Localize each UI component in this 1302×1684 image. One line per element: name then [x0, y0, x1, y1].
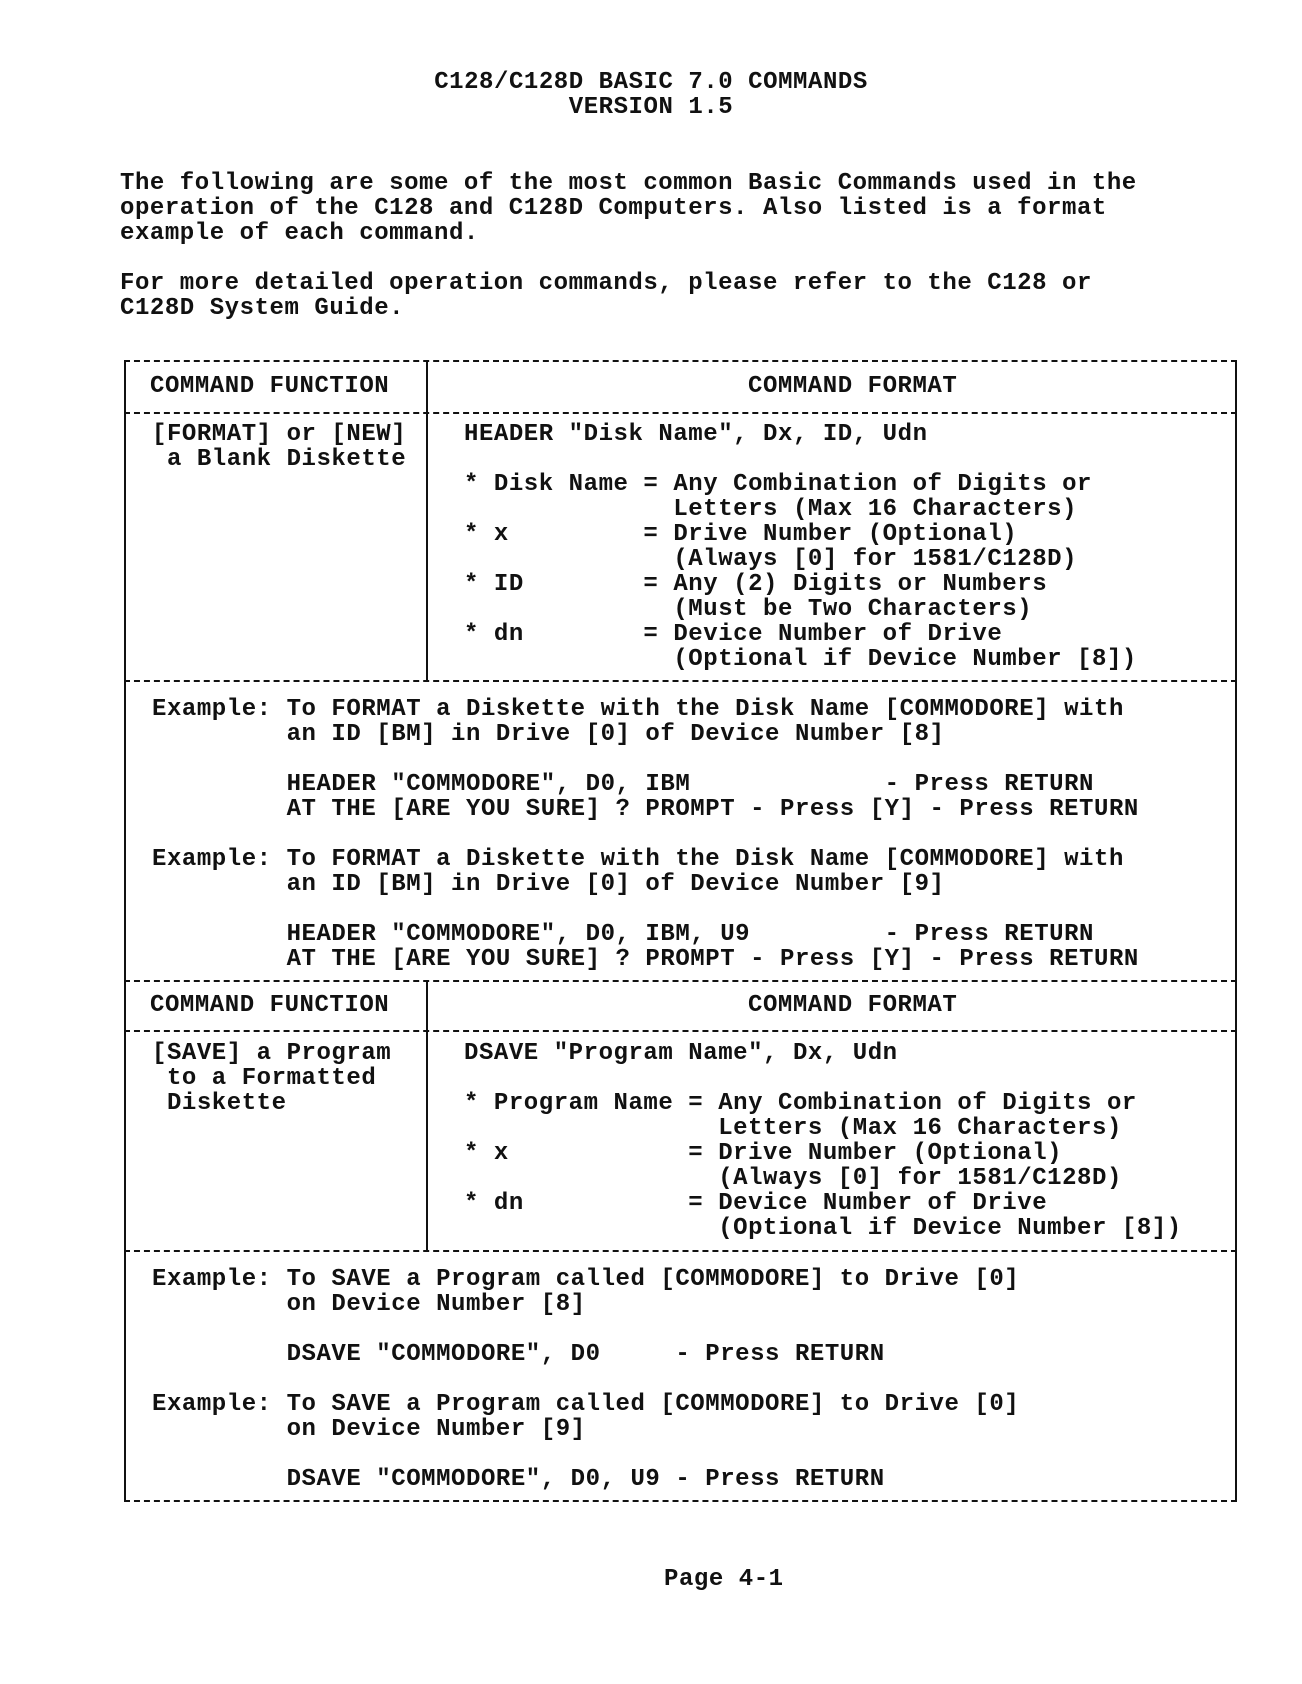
table-border: [124, 1500, 1237, 1502]
param-line: (Always [0] for 1581/C128D): [464, 546, 1078, 573]
param-line: (Optional if Device Number [8]): [464, 1215, 1182, 1242]
column-header-format: COMMAND FORMAT: [748, 992, 958, 1019]
command-function: [FORMAT] or [NEW]: [152, 421, 407, 448]
param-line: * dn = Device Number of Drive: [464, 1190, 1048, 1217]
table-border: [124, 1250, 1237, 1252]
example-line: Example: To SAVE a Program called [COMMODORE] to Drive [0]: [152, 1391, 1020, 1418]
command-function: Diskette: [152, 1090, 287, 1117]
param-line: * Disk Name = Any Combination of Digits or: [464, 471, 1092, 498]
intro-line: operation of the C128 and C128D Computers. Also listed is a format: [120, 195, 1107, 222]
param-line: (Always [0] for 1581/C128D): [464, 1165, 1122, 1192]
command-syntax: DSAVE "Program Name", Dx, Udn: [464, 1040, 898, 1067]
param-line: * dn = Device Number of Drive: [464, 621, 1003, 648]
param-line: Letters (Max 16 Characters): [464, 496, 1078, 523]
table-border: [124, 680, 1237, 682]
param-line: Letters (Max 16 Characters): [464, 1115, 1122, 1142]
param-line: * ID = Any (2) Digits or Numbers: [464, 571, 1048, 598]
example-line: Example: To FORMAT a Diskette with the Disk Name [COMMODORE] with: [152, 696, 1124, 723]
command-function: [SAVE] a Program: [152, 1040, 392, 1067]
table-border: [1235, 360, 1237, 1500]
example-line: Example: To SAVE a Program called [COMMODORE] to Drive [0]: [152, 1266, 1020, 1293]
param-line: * Program Name = Any Combination of Digits or: [464, 1090, 1137, 1117]
example-line: HEADER "COMMODORE", D0, IBM, U9 - Press RETURN: [152, 921, 1094, 948]
example-line: an ID [BM] in Drive [0] of Device Number [8]: [152, 721, 945, 748]
intro-line: example of each command.: [120, 220, 479, 247]
table-border: [124, 360, 1237, 362]
column-divider: [426, 980, 428, 1250]
intro-line: For more detailed operation commands, please refer to the C128 or: [120, 270, 1092, 297]
command-syntax: HEADER "Disk Name", Dx, ID, Udn: [464, 421, 928, 448]
column-header-function: COMMAND FUNCTION: [150, 373, 390, 400]
column-divider: [426, 360, 428, 680]
table-border: [124, 1030, 1237, 1032]
example-line: Example: To FORMAT a Diskette with the Disk Name [COMMODORE] with: [152, 846, 1124, 873]
command-function: a Blank Diskette: [152, 446, 407, 473]
example-line: HEADER "COMMODORE", D0, IBM - Press RETURN: [152, 771, 1094, 798]
param-line: * x = Drive Number (Optional): [464, 1140, 1063, 1167]
example-line: on Device Number [9]: [152, 1416, 586, 1443]
param-line: (Optional if Device Number [8]): [464, 646, 1137, 673]
example-line: an ID [BM] in Drive [0] of Device Number [9]: [152, 871, 945, 898]
page-number: Page 4-1: [664, 1566, 784, 1593]
table-border: [124, 980, 1237, 982]
column-header-format: COMMAND FORMAT: [748, 373, 958, 400]
page-title: C128/C128D BASIC 7.0 COMMANDS: [434, 69, 868, 96]
intro-line: The following are some of the most common Basic Commands used in the: [120, 170, 1137, 197]
param-line: (Must be Two Characters): [464, 596, 1033, 623]
command-function: to a Formatted: [152, 1065, 377, 1092]
table-border: [124, 360, 126, 1500]
example-line: DSAVE "COMMODORE", D0, U9 - Press RETURN: [152, 1466, 885, 1493]
column-header-function: COMMAND FUNCTION: [150, 992, 390, 1019]
param-line: * x = Drive Number (Optional): [464, 521, 1018, 548]
intro-line: C128D System Guide.: [120, 295, 405, 322]
example-line: AT THE [ARE YOU SURE] ? PROMPT - Press [Y] - Press RETURN: [152, 946, 1139, 973]
table-border: [124, 412, 1237, 414]
example-line: AT THE [ARE YOU SURE] ? PROMPT - Press [Y] - Press RETURN: [152, 796, 1139, 823]
example-line: DSAVE "COMMODORE", D0 - Press RETURN: [152, 1341, 885, 1368]
example-line: on Device Number [8]: [152, 1291, 586, 1318]
version-label: VERSION 1.5: [568, 94, 734, 121]
